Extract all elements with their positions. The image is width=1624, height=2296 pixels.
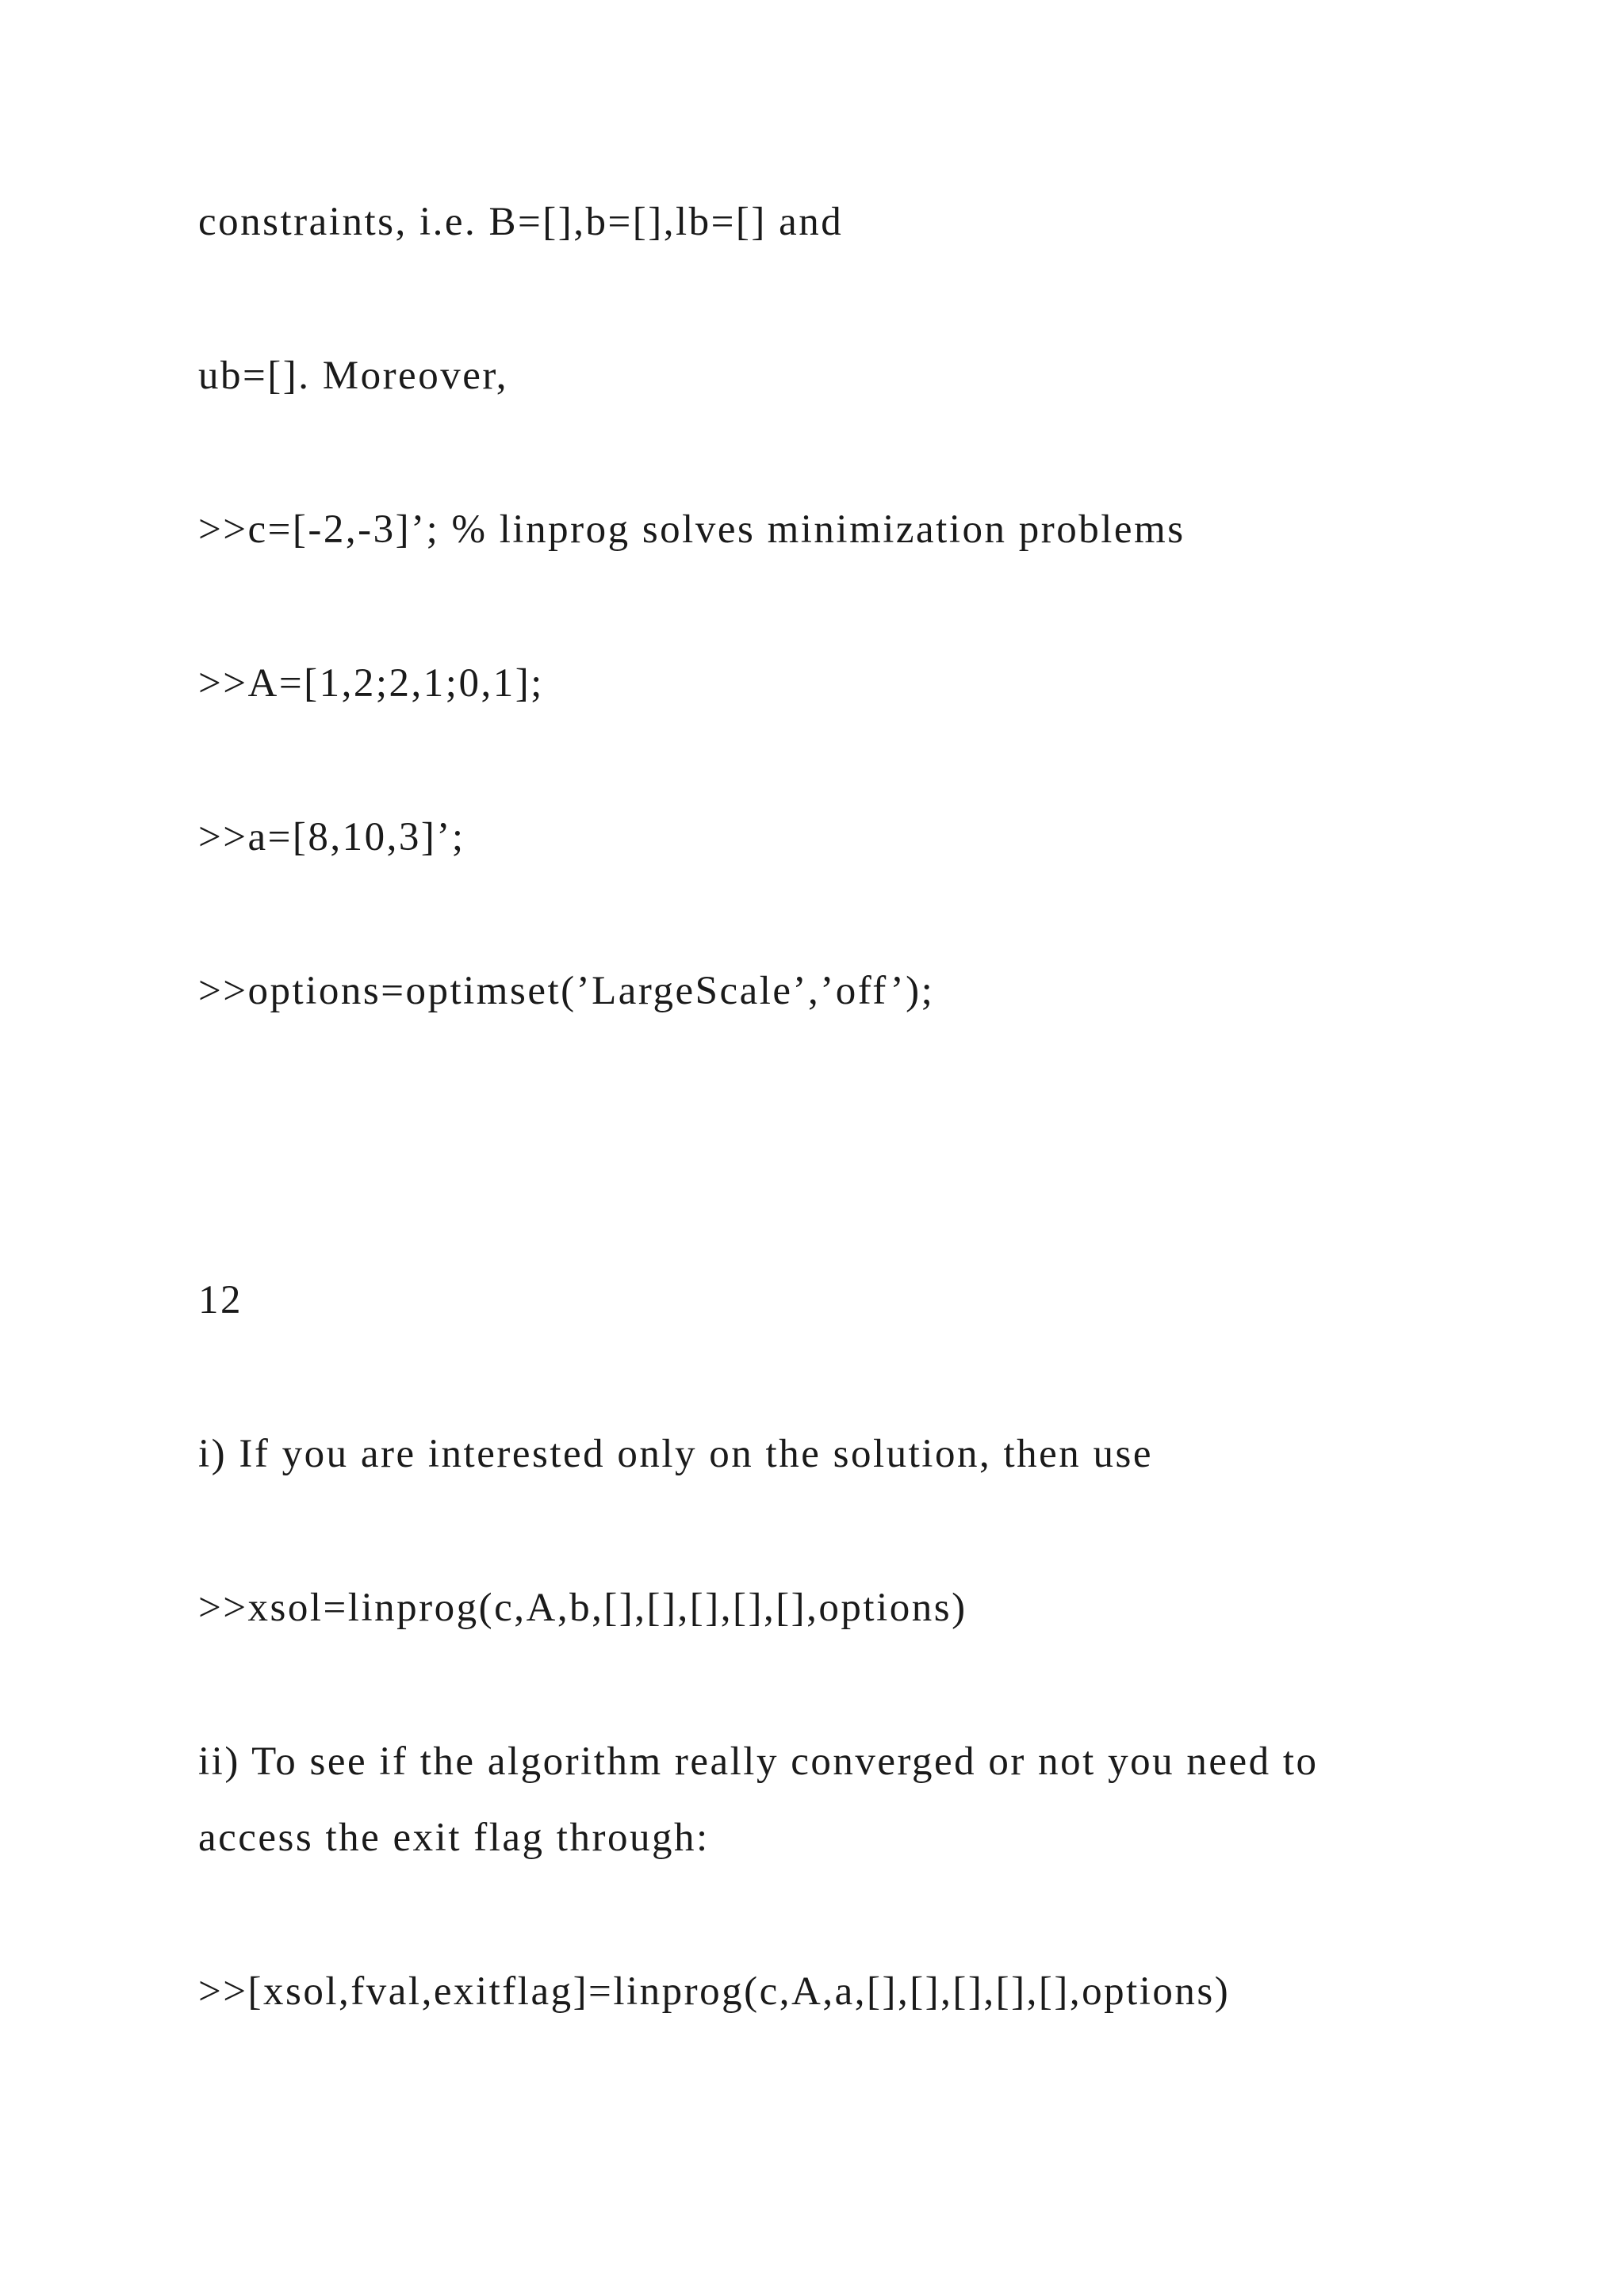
- code-line-exitflag: >>[xsol,fval,exitflag]=linprog(c,A,a,[],[],[],[],[],options): [198, 1969, 1231, 2014]
- code-line-a-matrix: >>A=[1,2;2,1;0,1];: [198, 661, 544, 706]
- text-line-step-ii: ii) To see if the algorithm really converged or not you need to: [198, 1739, 1319, 1784]
- text-line-moreover: ub=[]. Moreover,: [198, 354, 509, 398]
- text-line-constraints: constraints, i.e. B=[],b=[],lb=[] and: [198, 200, 844, 244]
- text-line-exit-flag: access the exit flag through:: [198, 1816, 710, 1860]
- page-number: 12: [198, 1278, 243, 1322]
- text-line-step-i: i) If you are interested only on the solution, then use: [198, 1432, 1153, 1476]
- code-line-xsol: >>xsol=linprog(c,A,b,[],[],[],[],[],options): [198, 1586, 967, 1630]
- code-line-c-vector: >>c=[-2,-3]’; % linprog solves minimization problems: [198, 507, 1185, 552]
- code-line-a-vector: >>a=[8,10,3]’;: [198, 815, 465, 859]
- code-line-options: >>options=optimset(’LargeScale’,’off’);: [198, 969, 935, 1013]
